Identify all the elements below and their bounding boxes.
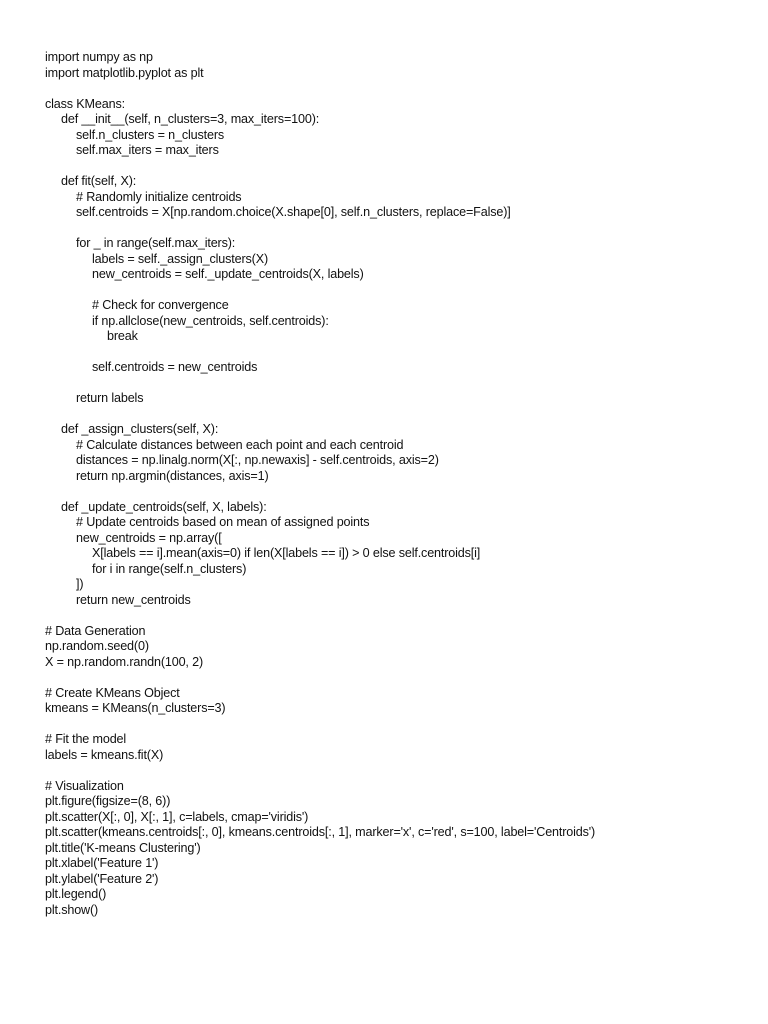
code-line: import numpy as np xyxy=(45,50,153,64)
code-line: self.centroids = new_centroids xyxy=(92,360,258,374)
code-line xyxy=(45,345,745,361)
code-line: import matplotlib.pyplot as plt xyxy=(45,65,204,80)
code-line: np.random.seed(0) xyxy=(45,639,149,653)
code-line: return new_centroids xyxy=(76,592,191,607)
code-line: # Update centroids based on mean of assigned points xyxy=(76,515,370,529)
code-line: def fit(self, X): xyxy=(61,174,137,188)
code-line: plt.show() xyxy=(45,902,99,917)
code-line: plt.figure(figsize=(8, 6)) xyxy=(45,794,171,808)
code-line: self.centroids = X[np.random.choice(X.shape[0], self.n_clusters, replace=False)] xyxy=(76,205,511,219)
code-line: return labels xyxy=(76,391,144,405)
code-line xyxy=(45,670,745,686)
code-line: # Randomly initialize centroids xyxy=(76,189,242,204)
code-line: for _ in range(self.max_iters): xyxy=(76,236,236,250)
code-line xyxy=(45,763,745,779)
code-line: X = np.random.randn(100, 2) xyxy=(45,654,204,669)
code-line: new_centroids = self._update_centroids(X, labels) xyxy=(92,267,364,281)
code-line: def _assign_clusters(self, X): xyxy=(61,422,219,436)
code-line: break xyxy=(107,329,138,343)
code-line: return np.argmin(distances, axis=1) xyxy=(76,468,269,483)
code-line: labels = self._assign_clusters(X) xyxy=(92,251,268,266)
code-line: def _update_centroids(self, X, labels): xyxy=(61,499,267,514)
code-line xyxy=(45,159,745,175)
code-line xyxy=(45,484,745,500)
code-line xyxy=(45,608,745,624)
code-line: plt.scatter(kmeans.centroids[:, 0], kmeans.centroids[:, 1], marker='x', c='red', s=100, label='Centroids') xyxy=(45,825,596,839)
code-line: # Calculate distances between each point and each centroid xyxy=(76,437,404,452)
code-line: plt.legend() xyxy=(45,887,107,901)
code-line: self.n_clusters = n_clusters xyxy=(76,127,225,142)
code-line: # Data Generation xyxy=(45,623,146,638)
code-line: self.max_iters = max_iters xyxy=(76,143,219,157)
code-line: def __init__(self, n_clusters=3, max_iters=100): xyxy=(61,112,320,126)
code-line: plt.xlabel('Feature 1') xyxy=(45,856,159,870)
code-line xyxy=(45,407,745,423)
code-line: # Visualization xyxy=(45,778,124,793)
code-line: # Create KMeans Object xyxy=(45,685,180,700)
document-page xyxy=(45,50,745,918)
code-line: kmeans = KMeans(n_clusters=3) xyxy=(45,701,226,715)
code-line xyxy=(45,376,745,392)
code-line: class KMeans: xyxy=(45,96,125,111)
code-line: plt.title('K-means Clustering') xyxy=(45,840,201,855)
code-line: ]) xyxy=(76,577,84,591)
code-line: plt.ylabel('Feature 2') xyxy=(45,871,159,886)
code-line xyxy=(45,81,745,97)
code-line: plt.scatter(X[:, 0], X[:, 1], c=labels, cmap='viridis') xyxy=(45,809,309,824)
code-line xyxy=(45,283,745,299)
code-line: # Fit the model xyxy=(45,732,127,746)
code-line xyxy=(45,717,745,733)
code-line: for i in range(self.n_clusters) xyxy=(92,561,247,576)
code-line: new_centroids = np.array([ xyxy=(76,530,222,545)
code-line: labels = kmeans.fit(X) xyxy=(45,747,164,762)
code-line xyxy=(45,221,745,237)
code-block xyxy=(45,50,745,918)
code-line: # Check for convergence xyxy=(92,298,229,312)
code-line: if np.allclose(new_centroids, self.centroids): xyxy=(92,313,329,328)
code-line: X[labels == i].mean(axis=0) if len(X[labels == i]) > 0 else self.centroids[i] xyxy=(92,546,481,560)
code-line: distances = np.linalg.norm(X[:, np.newaxis] - self.centroids, axis=2) xyxy=(76,453,439,467)
